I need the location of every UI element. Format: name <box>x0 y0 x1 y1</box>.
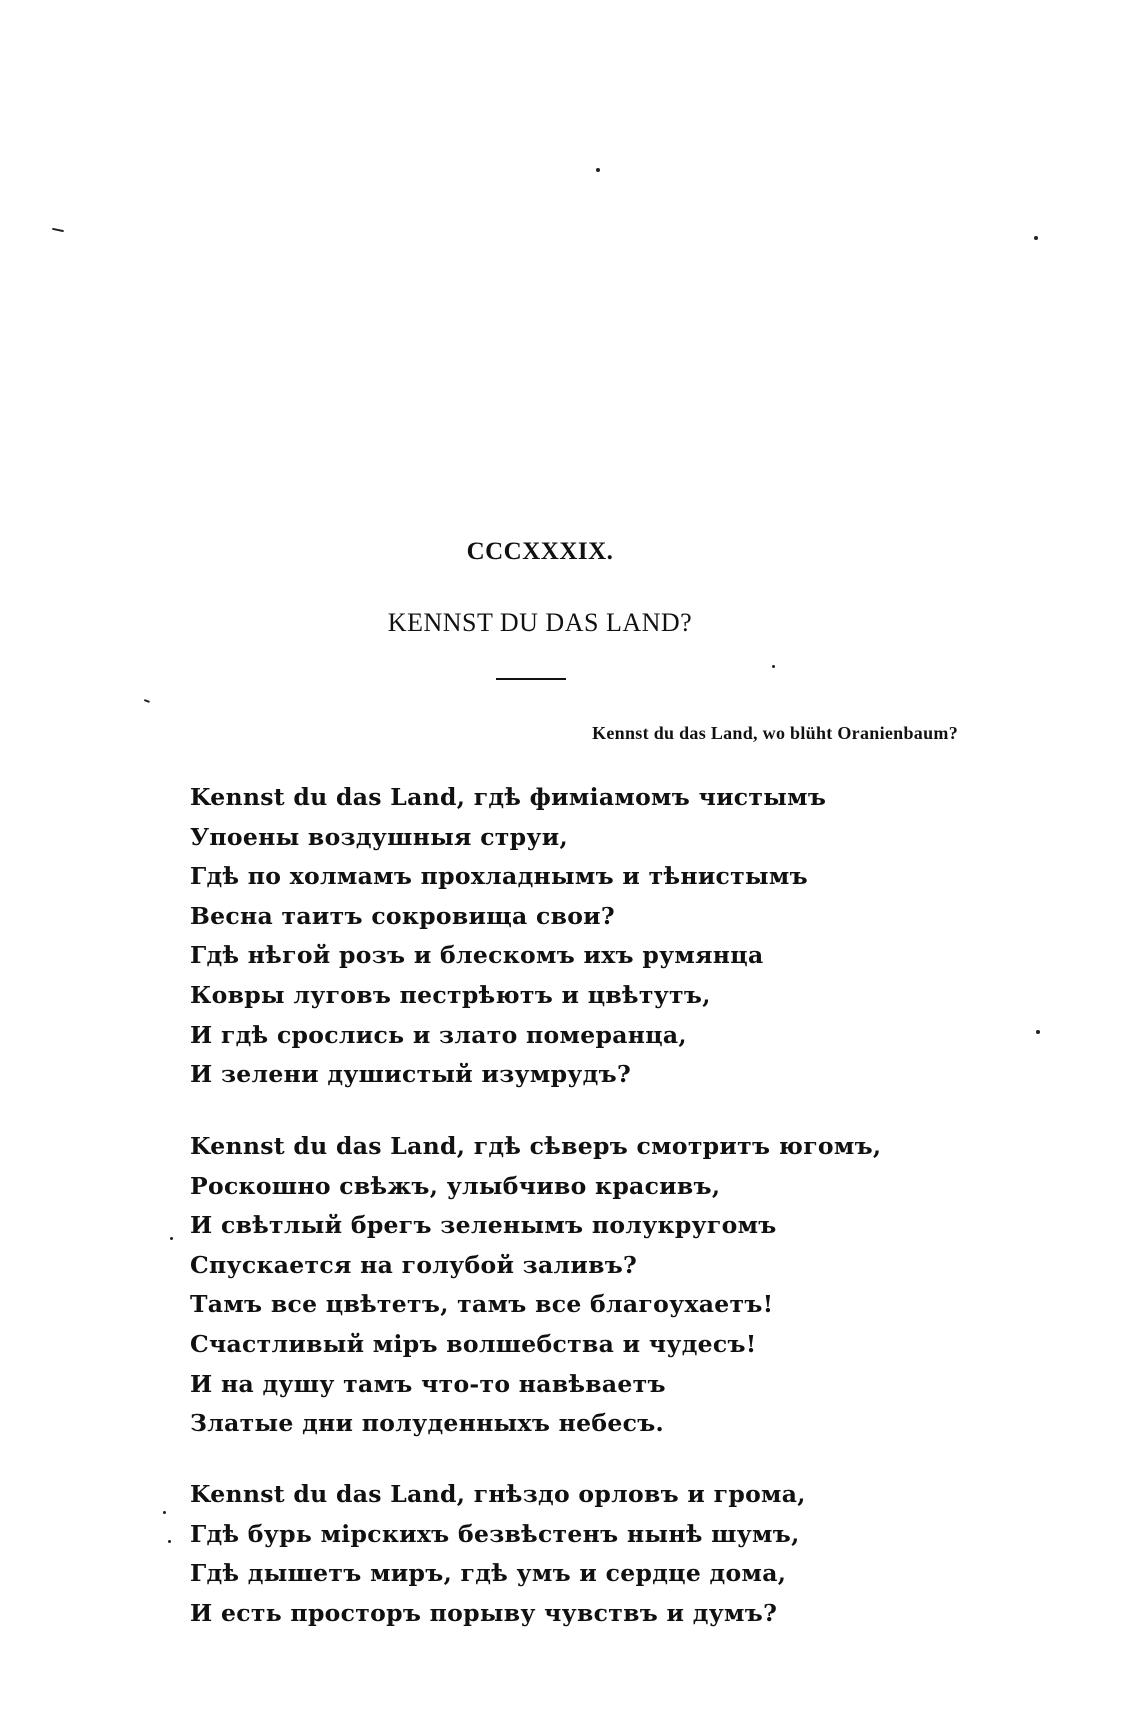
stanza <box>190 778 826 1095</box>
verse-line: И зелени душистый изумрудъ? <box>190 1060 632 1089</box>
verse-line: И есть просторъ порыву чувствъ и думъ? <box>190 1598 778 1627</box>
title-rule <box>496 678 566 680</box>
stanza <box>190 1475 806 1633</box>
verse-line: Kennst du das Land, гдѣ фиміамомъ чистымъ <box>190 783 827 811</box>
verse-line: Упоены воздушныя струи, <box>190 822 568 851</box>
poem-title: KENNST DU DAS LAND? <box>387 608 693 637</box>
verse-line: И гдѣ срослись и злато померанца, <box>190 1020 687 1049</box>
verse-line: Весна таитъ сокровища свои? <box>190 901 615 930</box>
scan-speck <box>596 168 600 172</box>
epigraph: Kennst du das Land, wo blüht Oranienbaum? <box>592 723 958 743</box>
verse-line: И на душу тамъ что-то навѣваетъ <box>190 1369 666 1398</box>
verse-line: Гдѣ по холмамъ прохладнымъ и тѣнистымъ <box>190 862 808 891</box>
scan-speck <box>772 665 775 668</box>
scan-speck <box>1034 236 1038 240</box>
verse-line: Златые дни полуденныхъ небесъ. <box>190 1409 665 1438</box>
verse-line: Kennst du das Land, гнѣздо орловъ и грома, <box>190 1480 806 1508</box>
verse-line: Гдѣ дышетъ миръ, гдѣ умъ и сердце дома, <box>190 1559 787 1588</box>
stanza <box>190 1127 881 1444</box>
verse-line: Гдѣ нѣгой розъ и блескомъ ихъ румянца <box>190 941 764 970</box>
verse-line: Ковры луговъ пестрѣютъ и цвѣтутъ, <box>190 980 711 1009</box>
verse-line: И свѣтлый брегъ зеленымъ полукругомъ <box>190 1211 777 1240</box>
verse-line: Спускается на голубой заливъ? <box>190 1250 638 1279</box>
scan-speck <box>144 699 150 702</box>
scan-speck <box>1036 1030 1040 1034</box>
verse-line: Тамъ все цвѣтетъ, тамъ все благоухаетъ! <box>190 1290 774 1319</box>
verse-line: Счастливый міръ волшебства и чудесъ! <box>190 1329 757 1358</box>
verse-line: Роскошно свѣжъ, улыбчиво красивъ, <box>190 1171 721 1200</box>
poem-number: CCCXXXIX. <box>466 538 614 565</box>
verse-line: Гдѣ бурь мірскихъ безвѣстенъ нынѣ шумъ, <box>190 1519 800 1548</box>
verse-line: Kennst du das Land, гдѣ сѣверъ смотритъ югомъ, <box>190 1132 882 1160</box>
scan-speck <box>163 1511 166 1514</box>
scan-speck <box>170 1237 173 1240</box>
scan-speck <box>52 228 64 232</box>
scan-speck <box>168 1540 171 1543</box>
